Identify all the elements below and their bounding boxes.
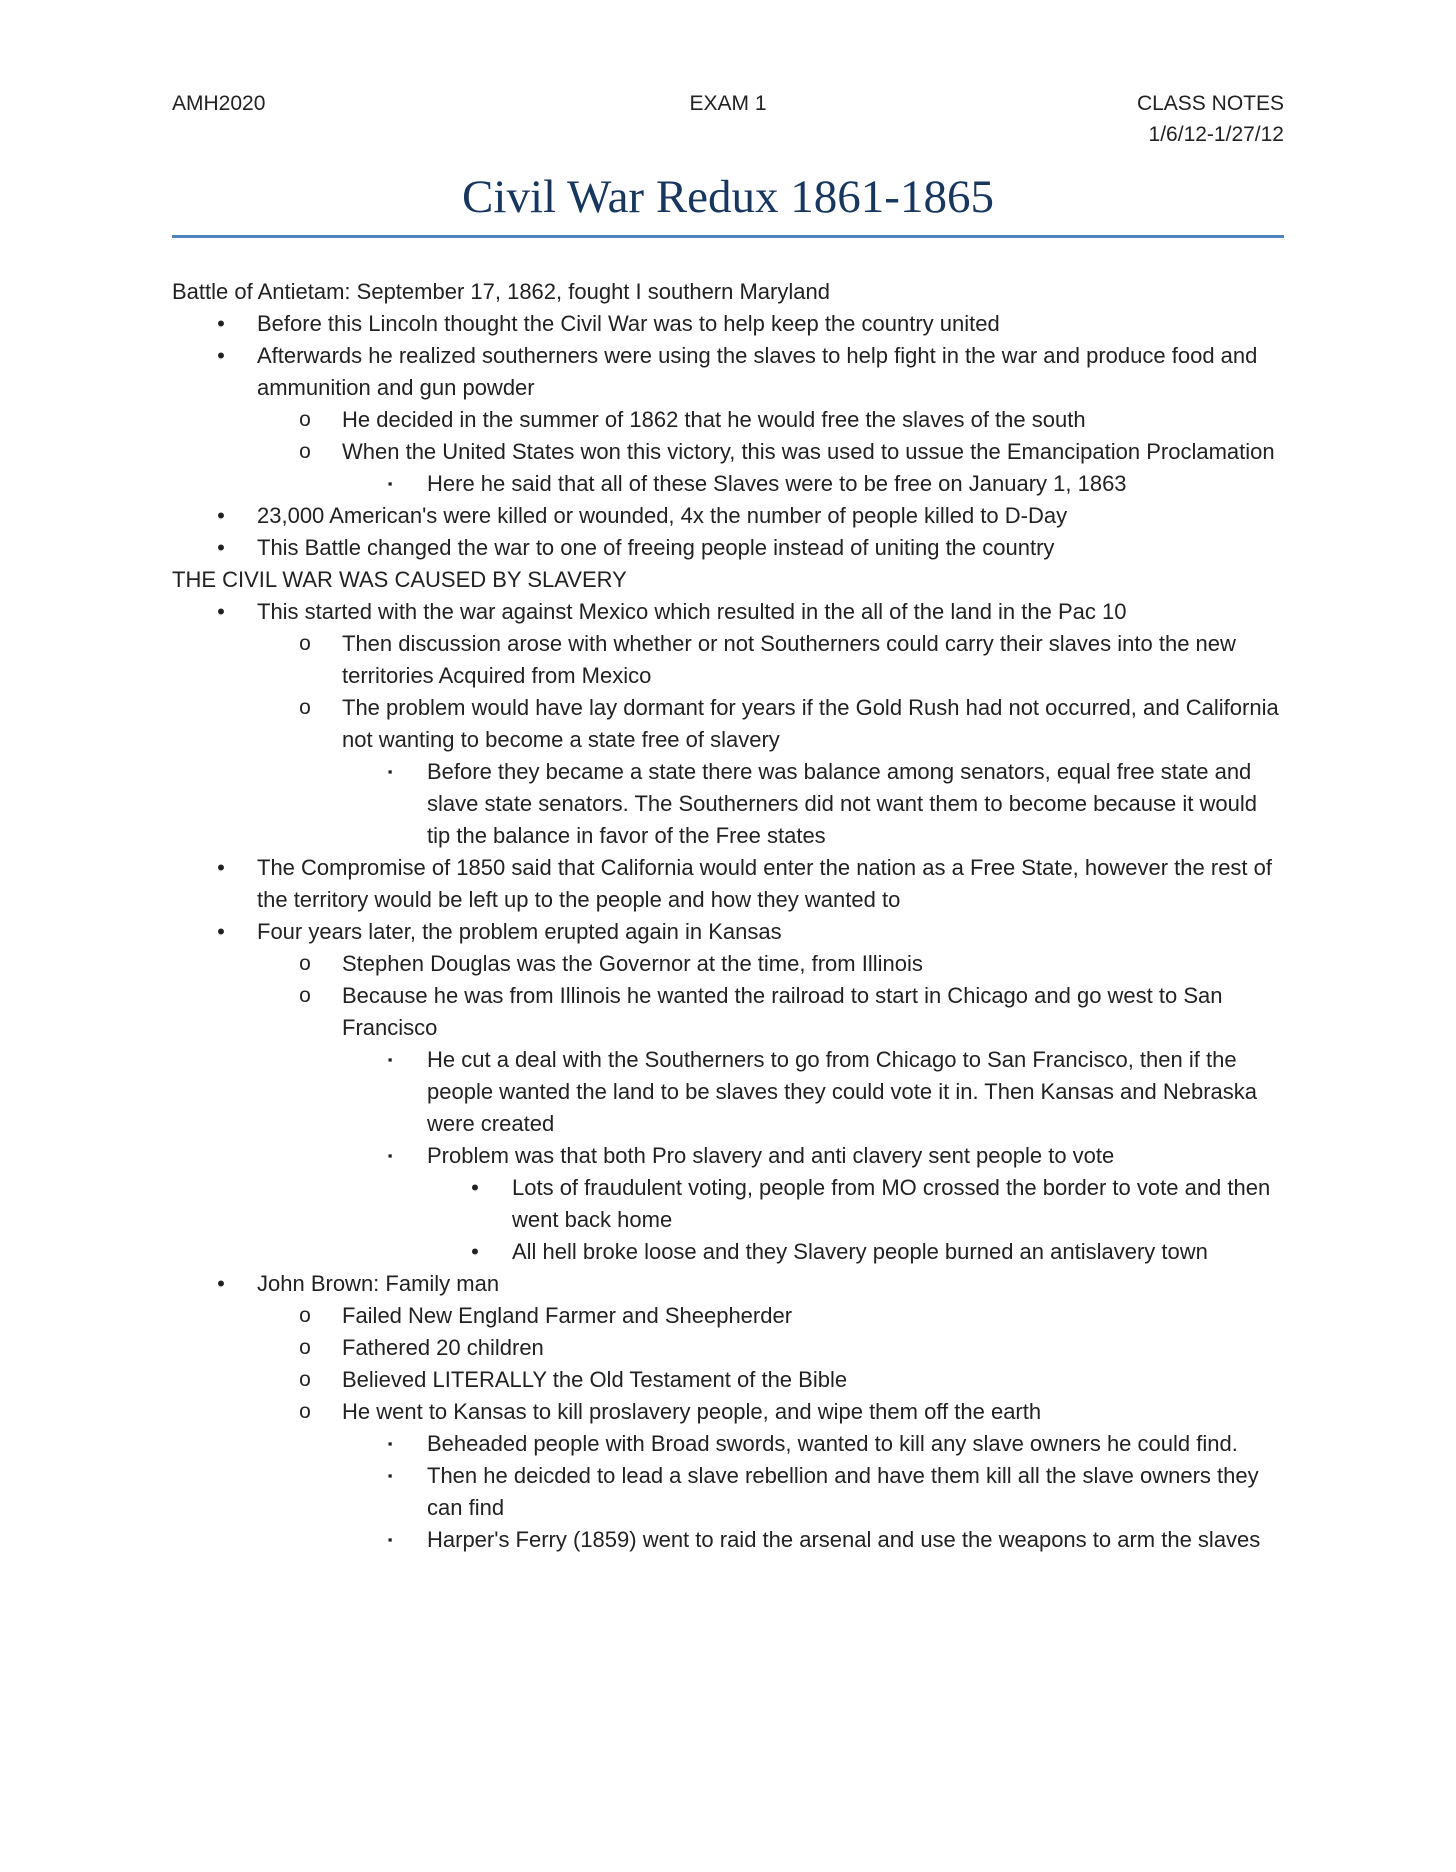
bullet-marker: • [217,919,225,944]
bullet-marker: o [299,408,311,431]
line-text: When the United States won this victory, this was used to ussue the Emancipation Proclamation [342,439,1275,464]
bullet-marker: • [217,343,225,368]
list-item [172,1524,1284,1556]
line-text: Four years later, the problem erupted again in Kansas [257,919,782,944]
list-item [172,1044,1284,1140]
line-text: Before they became a state there was balance among senators, equal free state and slave state senators. The Southerners did not want them to become because it would tip the balance in favor of the Free states [427,759,1257,848]
notes-body [172,276,1284,1556]
bullet-marker: ▪ [387,1468,393,1483]
line-text: 23,000 American's were killed or wounded, 4x the number of people killed to D-Day [257,503,1068,528]
bullet-marker: o [299,440,311,463]
line-text: THE CIVIL WAR WAS CAUSED BY SLAVERY [172,567,627,592]
list-item [172,1300,1284,1332]
line-text: Stephen Douglas was the Governor at the time, from Illinois [342,951,923,976]
bullet-marker: ▪ [387,476,393,491]
bullet-marker: ▪ [387,764,393,779]
line-text: Believed LITERALLY the Old Testament of the Bible [342,1367,848,1392]
notes-label: CLASS NOTES [1136,92,1284,115]
bullet-marker: ▪ [387,1148,393,1163]
line-text: Because he was from Illinois he wanted the railroad to start in Chicago and go west to San Francisco [342,983,1223,1040]
line-text: Afterwards he realized southerners were using the slaves to help fight in the war and produce food and ammunition and gun powder [257,343,1258,400]
bullet-marker: o [299,952,311,975]
list-item [172,404,1284,436]
list-item [172,500,1284,532]
list-item [172,1332,1284,1364]
line-text: Then discussion arose with whether or not Southerners could carry their slaves into the new territories Acquired from Mexico [342,631,1236,688]
bullet-marker: o [299,1304,311,1327]
bullet-marker: ▪ [387,1052,393,1067]
list-item [172,1396,1284,1428]
line-text: This started with the war against Mexico which resulted in the all of the land in the Pac 10 [257,599,1127,624]
line-text: John Brown: Family man [257,1271,500,1296]
list-item [172,1364,1284,1396]
list-item [172,1140,1284,1172]
line-text: Harper's Ferry (1859) went to raid the arsenal and use the weapons to arm the slaves [427,1527,1261,1552]
header-right [1137,88,1284,150]
list-item [172,852,1284,916]
bullet-marker: • [217,1271,225,1296]
bullet-marker: o [299,984,311,1007]
list-item [172,468,1284,500]
list-item [172,1172,1284,1236]
title-rule [172,235,1284,238]
line-text: He cut a deal with the Southerners to go from Chicago to San Francisco, then if the people wanted the land to be slaves they could vote it in. Then Kansas and Nebraska were created [427,1047,1258,1136]
line-text: Before this Lincoln thought the Civil War was to help keep the country united [257,311,1000,336]
bullet-marker: o [299,1336,311,1359]
bullet-marker: o [299,696,311,719]
list-item [172,436,1284,468]
list-item [172,948,1284,980]
list-item [172,1236,1284,1268]
bullet-marker: • [471,1239,479,1264]
list-item [172,596,1284,628]
bullet-marker: • [217,311,225,336]
line-text: Then he deicded to lead a slave rebellion and have them kill all the slave owners they can find [427,1463,1259,1520]
list-item [172,1428,1284,1460]
document-title: Civil War Redux 1861-1865 [462,171,994,223]
list-item [172,1460,1284,1524]
line-text: Problem was that both Pro slavery and anti clavery sent people to vote [427,1143,1115,1168]
list-item [172,628,1284,692]
section-heading [172,276,1284,308]
date-range: 1/6/12-1/27/12 [1148,123,1284,146]
bullet-marker: o [299,632,311,655]
list-item [172,532,1284,564]
line-text: Failed New England Farmer and Sheepherder [342,1303,793,1328]
line-text: Fathered 20 children [342,1335,544,1360]
line-text: He went to Kansas to kill proslavery people, and wipe them off the earth [342,1399,1042,1424]
bullet-marker: • [217,599,225,624]
line-text: He decided in the summer of 1862 that he would free the slaves of the south [342,407,1086,432]
bullet-marker: • [217,535,225,560]
course-code: AMH2020 [172,92,266,115]
list-item [172,308,1284,340]
bullet-marker: • [217,855,225,880]
bullet-marker: ▪ [387,1532,393,1547]
line-text: Lots of fraudulent voting, people from MO crossed the border to vote and then went back home [512,1175,1271,1232]
bullet-marker: • [217,503,225,528]
bullet-marker: • [471,1175,479,1200]
list-item [172,980,1284,1044]
bullet-marker: o [299,1400,311,1423]
line-text: Beheaded people with Broad swords, wanted to kill any slave owners he could find. [427,1431,1238,1456]
bullet-marker: o [299,1368,311,1391]
line-text: Battle of Antietam: September 17, 1862, fought I southern Maryland [172,279,830,304]
list-item [172,756,1284,852]
list-item [172,916,1284,948]
line-text: The Compromise of 1850 said that California would enter the nation as a Free State, however the rest of the territory would be left up to the people and how they wanted to [257,855,1272,912]
line-text: This Battle changed the war to one of freeing people instead of uniting the country [257,535,1055,560]
list-item [172,1268,1284,1300]
list-item [172,340,1284,404]
line-text: The problem would have lay dormant for years if the Gold Rush had not occurred, and California not wanting to become a state free of slavery [342,695,1279,752]
list-item [172,692,1284,756]
line-text: All hell broke loose and they Slavery people burned an antislavery town [512,1239,1208,1264]
exam-label: EXAM 1 [689,92,767,115]
bullet-marker: ▪ [387,1436,393,1451]
line-text: Here he said that all of these Slaves were to be free on January 1, 1863 [427,471,1127,496]
section-heading [172,564,1284,596]
